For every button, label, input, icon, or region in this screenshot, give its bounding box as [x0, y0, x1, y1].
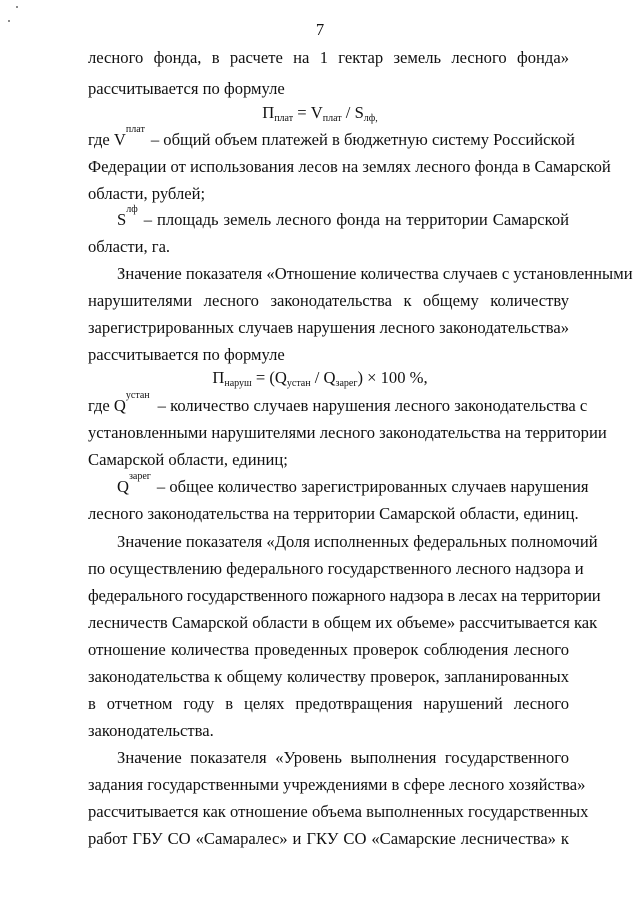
formula-symbol: Q: [117, 477, 129, 496]
formula-payments-per-hectare: [0, 103, 640, 123]
formula-violations-ratio: [0, 368, 640, 388]
text-fragment: где V: [88, 130, 126, 149]
text-line: [117, 471, 589, 497]
text-line: [88, 423, 607, 443]
text-line: [88, 291, 569, 311]
text-fragment: где Q: [88, 396, 126, 415]
text-line: Самарской области, единиц;: [88, 450, 288, 469]
text-line-content: лесничеств Самарской области в общем их объеме» рассчитывается как: [88, 613, 598, 632]
formula-subscript: устан: [286, 378, 311, 389]
text-line-content: рассчитывается как отношение объема выполненных государственных: [88, 802, 589, 821]
text-fragment: – общее количество зарегистрированных случаев нарушения: [156, 477, 589, 496]
text-line: [88, 390, 588, 416]
formula-symbol: S: [117, 210, 127, 229]
text-line-content: Значение показателя «Доля исполненных федеральных полномочий: [117, 532, 598, 551]
formula-subscript: лф,: [363, 113, 378, 124]
text-line-content: работ ГБУ СО «Самаралес» и ГКУ СО «Самарские лесничества» к: [88, 829, 569, 848]
text-line: [88, 124, 575, 150]
formula-symbol: = (Q: [251, 368, 287, 387]
formula-subscript: плат: [322, 113, 342, 124]
text-line-content: зарегистрированных случаев нарушения лесного законодательства»: [88, 318, 569, 337]
text-line: [88, 775, 586, 795]
formula-symbol: П: [212, 368, 225, 387]
formula-subscript: плат: [125, 124, 145, 135]
text-fragment: – количество случаев нарушения лесного законодательства с: [157, 396, 588, 415]
text-line: [117, 532, 598, 552]
text-line-content: лесного фонда, в расчете на 1 гектар земель лесного фонда»: [88, 48, 569, 67]
formula-subscript: зарег: [128, 471, 151, 482]
text-line: [88, 48, 569, 68]
text-line: области, рублей;: [88, 184, 206, 203]
formula-symbol: П: [262, 103, 275, 122]
text-line: лесного законодательства на территории Самарской области, единиц.: [88, 504, 579, 523]
text-line-content: в отчетном году в целях предотвращения нарушений лесного: [88, 694, 569, 713]
text-line: рассчитывается по формуле: [88, 79, 285, 98]
formula-symbol: / S: [341, 103, 364, 122]
text-line: [88, 157, 611, 177]
text-line: [88, 667, 569, 687]
text-line: законодательства.: [88, 721, 214, 740]
formula-subscript: плат: [274, 113, 294, 124]
text-line-content: задания государственными учреждениями в сфере лесного хозяйства»: [88, 775, 586, 794]
text-line: Значение показателя «Отношение количества случаев с установленными: [117, 264, 633, 283]
text-line-content: федерального государственного пожарного надзора в лесах на территории: [88, 586, 601, 605]
scan-mark: [16, 6, 18, 8]
text-line-content: законодательства к общему количеству проверок, запланированных: [88, 667, 569, 686]
text-line: [88, 559, 584, 579]
text-line: [88, 640, 569, 660]
text-line: [88, 829, 569, 849]
page-number: 7: [315, 20, 325, 39]
text-line-content: нарушителями лесного законодательства к общему количеству: [88, 291, 569, 310]
formula-symbol: ) × 100 %,: [357, 368, 428, 387]
text-line-content: Федерации от использования лесов на землях лесного фонда в Самарской: [88, 157, 611, 176]
formula-subscript: зарег: [335, 378, 358, 389]
text-line: [88, 586, 601, 606]
text-line: [88, 613, 598, 633]
formula-subscript: лф: [126, 204, 138, 215]
formula-symbol: = V: [293, 103, 323, 122]
text-line-content: по осуществлению федерального государственного лесного надзора и: [88, 559, 584, 578]
text-line: [117, 748, 569, 768]
text-fragment: – площадь земель лесного фонда на территории Самарской: [143, 210, 569, 229]
formula-symbol: / Q: [310, 368, 336, 387]
text-line-content: отношение количества проведенных проверок соблюдения лесного: [88, 640, 569, 659]
text-line: рассчитывается по формуле: [88, 345, 285, 364]
text-line: [117, 204, 569, 230]
text-line: области, га.: [88, 237, 171, 256]
formula-subscript: устан: [125, 390, 150, 401]
text-line: [88, 802, 589, 822]
text-line-content: Значение показателя «Уровень выполнения государственного: [117, 748, 569, 767]
text-line: [88, 694, 569, 714]
formula-subscript: наруш: [224, 378, 252, 389]
text-line-content: установленными нарушителями лесного законодательства на территории: [88, 423, 607, 442]
text-line: [88, 318, 569, 338]
text-fragment: – общий объем платежей в бюджетную систему Российской: [150, 130, 575, 149]
